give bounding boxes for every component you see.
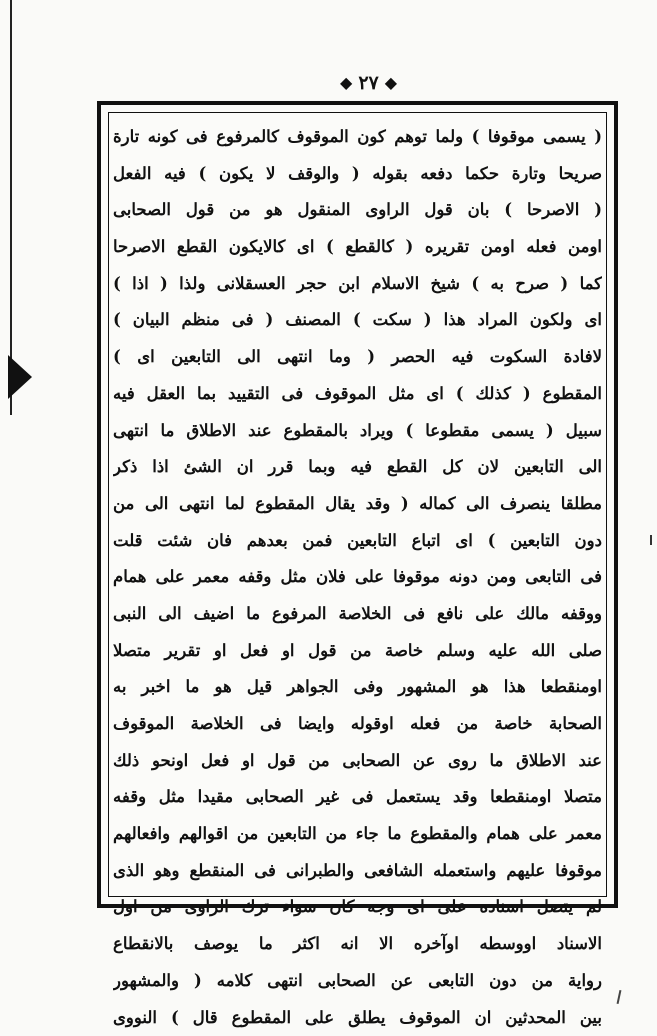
text-line: دون التابعين ) اى اتباع التابعين فمن بعدهم فان شئت قلت: [113, 523, 602, 560]
text-line: اى ولكون المراد هذا ( سكت ) المصنف ( فى منظم البيان ): [113, 302, 602, 339]
text-line: الاسناد اووسطه اوآخره الا انه اكثر ما يوصف بالانقطاع: [113, 926, 602, 963]
text-line: صريحا وتارة حكما دفعه بقوله ( والوقف لا يكون ) فيه الفعل: [113, 156, 602, 193]
text-line: الصحابة خاصة من فعله اوقوله وايضا فى الخلاصة الموقوف: [113, 706, 602, 743]
text-line: موقوفا عليهم واستعمله الشافعى والطبرانى فى المنقطع وهو الذى: [113, 853, 602, 890]
text-line: صلى الله عليه وسلم خاصة من قول او فعل او تقرير متصلا: [113, 633, 602, 670]
text-line: اومن فعله اومن تقريره ( كالقطع ) اى كالايكون القطع الاصرحا: [113, 229, 602, 266]
page-body-text: [113, 119, 602, 892]
text-line: معمر على همام والمقطوع ما جاء من التابعين من اقوالهم وافعالهم: [113, 816, 602, 853]
text-line: المقطوع ( كذلك ) اى مثل الموقوف فى التقييد بما العقل فيه: [113, 376, 602, 413]
text-line: اومنقطعا هذا هو المشهور وفى الجواهر قيل هو ما اخبر به: [113, 669, 602, 706]
page-header: [340, 68, 397, 98]
text-line: رواية من دون التابعى عن الصحابى انتهى كلامه ( والمشهور: [113, 963, 602, 1000]
binding-edge-line: [10, 0, 12, 415]
ornament-left-icon: ◆: [340, 75, 352, 91]
text-line: متصلا اومنقطعا وقد يستعمل فى غير الصحابى مقيدا مثل وقفه: [113, 779, 602, 816]
text-line: ( الاصرحا ) بان قول الراوى المنقول هو من قول الصحابى: [113, 192, 602, 229]
text-line: الى التابعين لان كل القطع فيه وبما قرر ان الشئ اذا ذكر: [113, 449, 602, 486]
text-line: ووقفه مالك على نافع فى الخلاصة المرفوع ما اضيف الى النبى: [113, 596, 602, 633]
text-line: عند الاطلاق ما روى عن الصحابى من قول او فعل اونحو ذلك: [113, 743, 602, 780]
text-line: سبيل ( يسمى مقطوعا ) ويراد بالمقطوع عند الاطلاق ما انتهى: [113, 413, 602, 450]
corner-tick-mark: [617, 990, 622, 1004]
text-line: بين المحدثين ان الموقوف يطلق على المقطوع قال ) النووى: [113, 1000, 602, 1036]
page-number: ٢٧: [358, 72, 378, 94]
page-frame: [97, 101, 618, 908]
text-line: مطلقا ينصرف الى كماله ( وقد يقال المقطوع لما انتهى الى من: [113, 486, 602, 523]
margin-triangle-mark: [8, 355, 32, 399]
text-line: لافادة السكوت فيه الحصر ( وما انتهى الى التابعين اى ): [113, 339, 602, 376]
margin-tick-mark: [650, 535, 652, 545]
text-line: كما ( صرح به ) شيخ الاسلام ابن حجر العسقلانى ولذا ( اذا ): [113, 266, 602, 303]
ornament-right-icon: ◆: [385, 75, 397, 91]
text-line: ( يسمى موقوفا ) ولما توهم كون الموقوف كالمرفوع فى كونه تارة: [113, 119, 602, 156]
text-line: لم يتصل اسناده على اى وجه كان سواء ترك الراوى من اول: [113, 889, 602, 926]
page-frame-inner-rule: [108, 112, 607, 897]
text-line: فى التابعى ومن دونه موقوفا على فلان مثل وقفه معمر على همام: [113, 559, 602, 596]
